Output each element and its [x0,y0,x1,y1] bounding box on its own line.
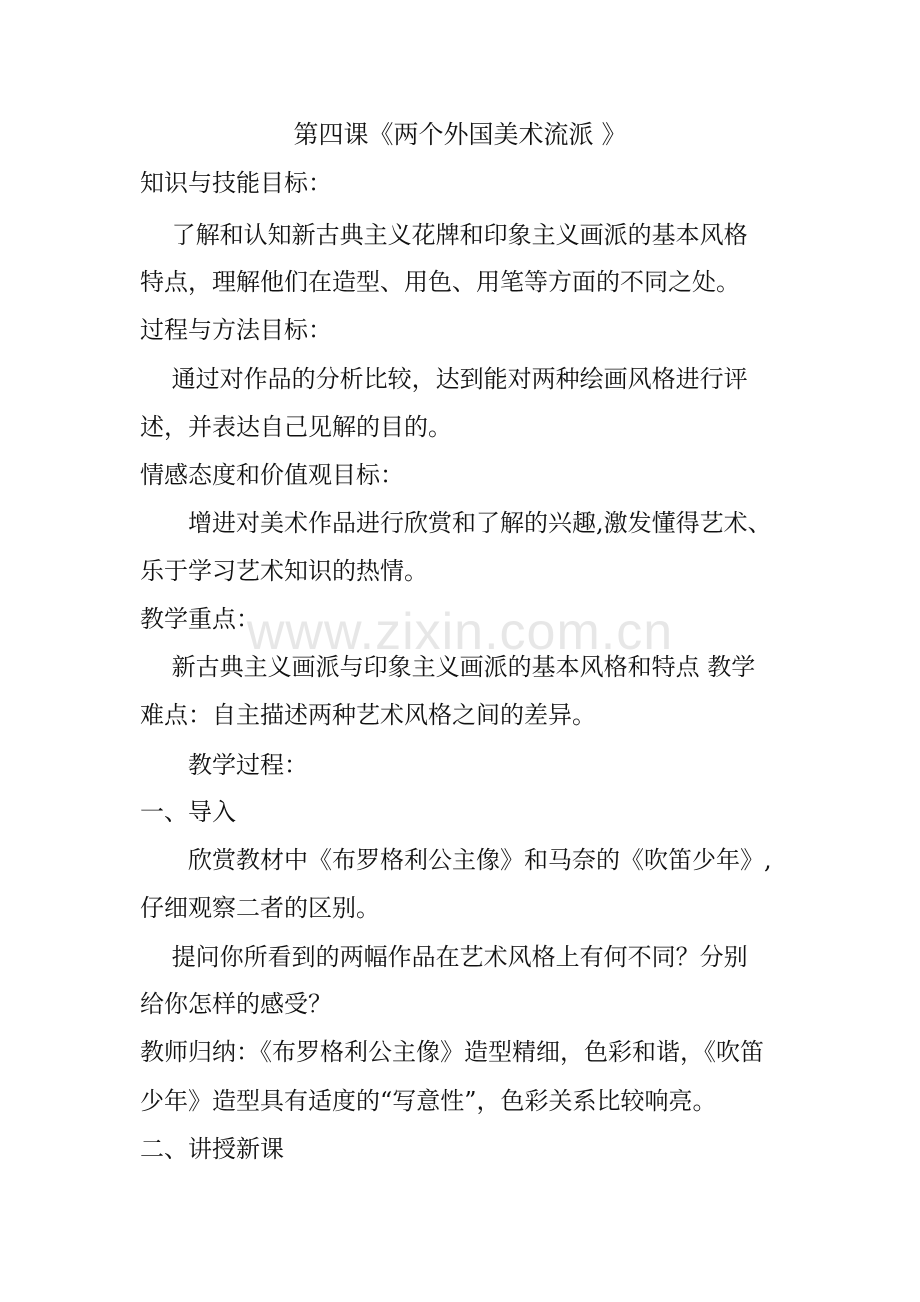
paragraph-line: 欣赏教材中《布罗格利公主像》和马奈的《吹笛少年》, [140,846,772,874]
paragraph-line: 难点：自主描述两种艺术风格之间的差异。 [140,701,596,729]
paragraph-line: 教师归纳：《布罗格利公主像》造型精细，色彩和谐，《吹笛 [140,1038,764,1066]
paragraph-line: 特点，理解他们在造型、用色、用笔等方面的不同之处。 [140,268,740,296]
paragraph-line: 通过对作品的分析比较，达到能对两种绘画风格进行评 [140,365,748,393]
paragraph-line: 乐于学习艺术知识的热情。 [140,557,428,585]
watermark-text: www.zixin.com.cn [246,603,674,661]
heading-attitude-goals: 情感态度和价值观目标： [140,461,404,489]
paragraph-line: 少年》造型具有适度的“写意性”，色彩关系比较响亮。 [140,1087,717,1115]
paragraph-line: 给你怎样的感受？ [140,990,332,1018]
section-heading-new-lesson: 二、讲授新课 [140,1135,284,1163]
heading-process-goals: 过程与方法目标： [140,316,332,344]
paragraph-line: 提问你所看到的两幅作品在艺术风格上有何不同？分别 [140,943,748,971]
paragraph-line: 了解和认知新古典主义花牌和印象主义画派的基本风格 [140,221,748,249]
heading-knowledge-goals: 知识与技能目标： [140,169,332,197]
section-heading-introduction: 一、导入 [140,798,236,826]
document-title: 第四课《两个外国美术流派 》 [293,120,627,149]
paragraph-line: 增进对美术作品进行欣赏和了解的兴趣,激发懂得艺术、 [140,509,772,537]
paragraph-line: 新古典主义画派与印象主义画派的基本风格和特点 教学 [140,653,756,681]
heading-key-points: 教学重点： [140,605,260,633]
paragraph-line: 述，并表达自己见解的目的。 [140,413,452,441]
heading-teaching-process: 教学过程： [140,751,308,779]
paragraph-line: 仔细观察二者的区别。 [140,894,380,922]
